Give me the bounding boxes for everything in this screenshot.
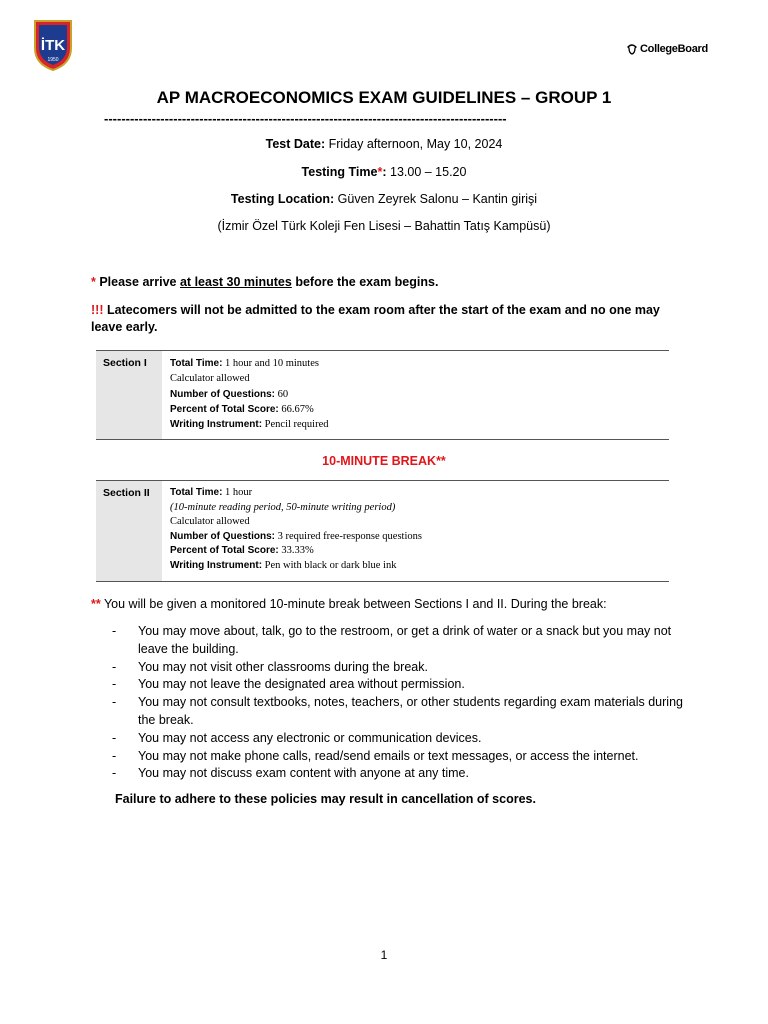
list-bullet: - bbox=[112, 730, 117, 745]
section-2-instrument bbox=[170, 559, 669, 574]
section-2-total-time-label: Total Time: bbox=[170, 487, 223, 498]
failure-warning: Failure to adhere to these policies may result in cancellation of scores. bbox=[115, 792, 536, 806]
section-1-questions-value: 60 bbox=[275, 388, 289, 400]
latecomers-text: Latecomers will not be admitted to the exam room after the start of the exam and no one may leave early. bbox=[91, 303, 660, 334]
arrival-star: * bbox=[91, 275, 96, 289]
section-1-calculator: Calculator allowed bbox=[170, 373, 250, 385]
section-2-calculator: Calculator allowed bbox=[170, 516, 250, 528]
section-1-total-time bbox=[170, 356, 669, 371]
list-item-text: You may not make phone calls, read/send emails or text messages, or access the internet. bbox=[138, 748, 639, 763]
section-1-questions-label: Number of Questions: bbox=[170, 388, 276, 400]
latecomers-marks: !!! bbox=[91, 303, 104, 317]
testing-time-star: * bbox=[377, 165, 383, 179]
list-item bbox=[112, 765, 687, 783]
arrival-note bbox=[91, 274, 681, 291]
list-bullet: - bbox=[112, 748, 117, 763]
list-item-text: You may not discuss exam content with anyone at any time. bbox=[138, 766, 469, 781]
school-logo-letters: İTK bbox=[40, 37, 66, 54]
list-item-text: You may not visit other classrooms during the break. bbox=[138, 659, 428, 674]
page-title: AP MACROECONOMICS EXAM GUIDELINES – GROUP 1 bbox=[156, 88, 612, 107]
section-2-instrument-value: Pen with black or dark blue ink bbox=[262, 559, 397, 571]
list-item bbox=[112, 748, 687, 766]
testing-location-value: Güven Zeyrek Salonu – Kantin girişi bbox=[334, 192, 538, 206]
collegeboard-logo bbox=[626, 43, 708, 55]
school-logo bbox=[32, 18, 74, 72]
section-1-total-time-value: 1 hour and 10 minutes bbox=[222, 358, 319, 369]
test-date-line bbox=[0, 137, 768, 151]
section-2-total-time-value: 1 hour bbox=[222, 487, 253, 498]
list-bullet: - bbox=[112, 677, 117, 692]
collegeboard-logo-text: CollegeBoard bbox=[640, 43, 708, 55]
section-1-label: Section I bbox=[96, 351, 162, 439]
testing-time-line bbox=[0, 165, 768, 179]
arrival-text-pre: Please arrive bbox=[95, 275, 180, 289]
section-2-percent-value: 33.33% bbox=[278, 545, 314, 557]
list-item-text: You may move about, talk, go to the restroom, or get a drink of water or a snack but you may not leave the building. bbox=[138, 624, 672, 656]
break-intro-marks: ** bbox=[91, 597, 101, 611]
break-intro-text: You will be given a monitored 10-minute break between Sections I and II. During the break: bbox=[100, 597, 607, 611]
section-2-instrument-label: Writing Instrument: bbox=[170, 559, 263, 571]
section-2-questions bbox=[170, 530, 669, 545]
section-2-percent-label: Percent of Total Score: bbox=[170, 545, 279, 557]
list-item-text: You may not leave the designated area without permission. bbox=[138, 677, 465, 692]
list-item bbox=[112, 659, 687, 677]
break-rules-list bbox=[112, 623, 687, 783]
shield-icon bbox=[32, 18, 74, 72]
list-item-text: You may not consult textbooks, notes, teachers, or other students regarding exam materials during the break. bbox=[138, 695, 683, 727]
section-1-details bbox=[162, 351, 669, 439]
section-1-percent-label: Percent of Total Score: bbox=[170, 403, 279, 415]
section-1-instrument-value: Pencil required bbox=[262, 419, 329, 431]
testing-time-value: 13.00 – 15.20 bbox=[386, 165, 467, 179]
list-item bbox=[112, 730, 687, 748]
testing-time-colon: : bbox=[382, 165, 387, 179]
list-bullet: - bbox=[112, 659, 117, 674]
section-2-label: Section II bbox=[96, 481, 162, 581]
school-logo-year: 1950 bbox=[47, 57, 59, 63]
break-intro bbox=[91, 597, 691, 611]
section-2-period-note-text: (10-minute reading period, 50-minute writing period) bbox=[170, 501, 396, 513]
testing-time-label: Testing Time bbox=[301, 165, 378, 179]
section-2-period-note bbox=[170, 501, 669, 516]
section-2-details bbox=[162, 481, 669, 581]
section-1-instrument bbox=[170, 417, 669, 432]
testing-location-sub: (İzmir Özel Türk Koleji Fen Lisesi – Bahattin Tatış Kampüsü) bbox=[217, 219, 551, 233]
section-1-questions bbox=[170, 387, 669, 402]
testing-location-line bbox=[0, 192, 768, 206]
latecomers-note bbox=[91, 302, 681, 336]
section-2-table bbox=[96, 480, 669, 582]
section-1-percent-value: 66.67% bbox=[278, 403, 314, 415]
section-1-total-time-label: Total Time: bbox=[170, 358, 223, 369]
list-item bbox=[112, 676, 687, 694]
list-item bbox=[112, 694, 687, 730]
section-2-total-time bbox=[170, 486, 669, 501]
section-2-questions-value: 3 required free-response questions bbox=[275, 530, 422, 542]
section-2-percent bbox=[170, 544, 669, 559]
acorn-icon bbox=[626, 43, 638, 55]
section-1-table bbox=[96, 350, 669, 440]
test-date-label: Test Date: bbox=[265, 137, 326, 151]
test-date-value: Friday afternoon, May 10, 2024 bbox=[325, 137, 503, 151]
page-number: 1 bbox=[380, 948, 388, 962]
list-bullet: - bbox=[112, 624, 117, 638]
list-bullet: - bbox=[112, 766, 117, 781]
break-heading: 10-MINUTE BREAK** bbox=[322, 454, 446, 468]
arrival-text-underline: at least 30 minutes bbox=[179, 275, 292, 289]
title-divider: --------------------------------------------------------------------------------------------- bbox=[104, 111, 507, 126]
testing-location-label: Testing Location: bbox=[230, 192, 335, 206]
list-item-text: You may not access any electronic or communication devices. bbox=[138, 730, 482, 745]
section-2-questions-label: Number of Questions: bbox=[170, 530, 276, 542]
list-item bbox=[112, 623, 687, 659]
section-1-instrument-label: Writing Instrument: bbox=[170, 419, 263, 431]
list-bullet: - bbox=[112, 695, 117, 710]
section-1-percent bbox=[170, 402, 669, 417]
arrival-text-post: before the exam begins. bbox=[291, 275, 439, 289]
